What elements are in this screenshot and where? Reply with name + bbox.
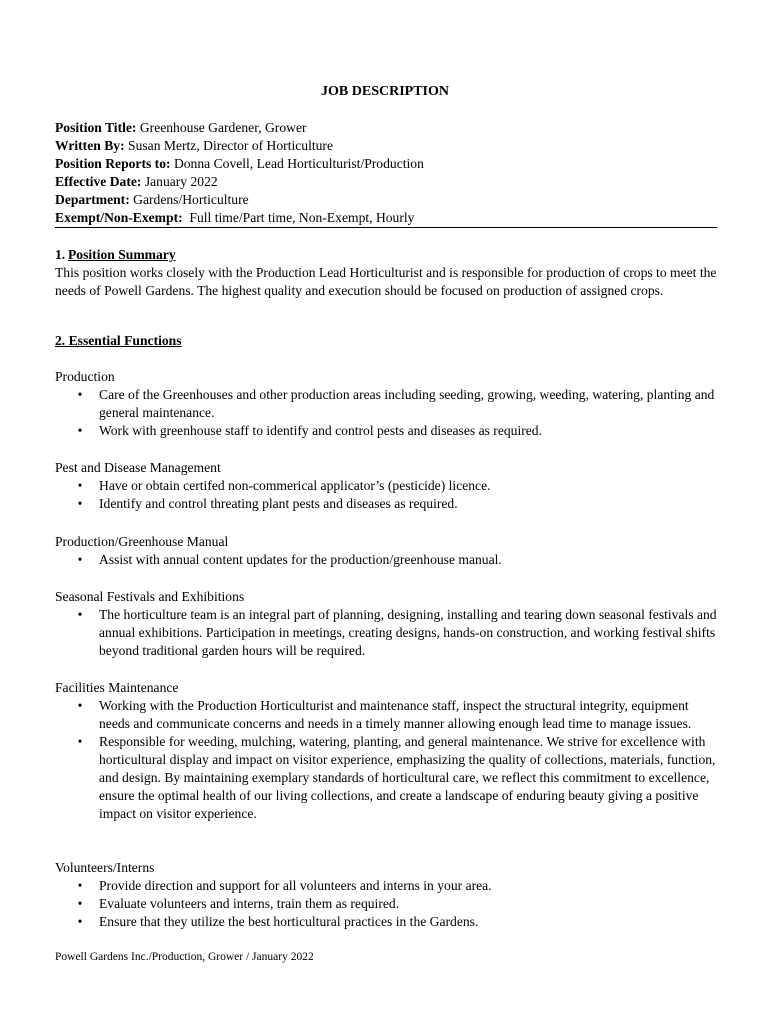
- list-item: [55, 733, 717, 823]
- header-label: Exempt/Non-Exempt:: [55, 210, 183, 225]
- list-item: [55, 877, 717, 895]
- header-row-written-by: [55, 137, 717, 155]
- bullet-icon: •: [77, 878, 83, 893]
- bullet-icon: •: [77, 914, 83, 929]
- header-row-position-title: [55, 119, 717, 137]
- list-item: [55, 422, 717, 440]
- header-label: Position Reports to:: [55, 156, 171, 171]
- bullet-icon: •: [77, 478, 83, 493]
- list-item-text: Have or obtain certifed non-commerical applicator’s (pesticide) licence.: [99, 478, 491, 493]
- header-value: Donna Covell, Lead Horticulturist/Production: [170, 156, 424, 171]
- bullet-icon: •: [77, 423, 83, 438]
- group-label: Pest and Disease Management: [55, 460, 221, 475]
- header-label: Department:: [55, 192, 130, 207]
- list-item: [55, 895, 717, 913]
- list-item: [55, 386, 717, 422]
- list-item-text: Assist with annual content updates for the production/greenhouse manual.: [99, 552, 502, 567]
- header-value: Greenhouse Gardener, Grower: [136, 120, 307, 135]
- position-summary-heading: [55, 246, 717, 264]
- header-label: Written By:: [55, 138, 125, 153]
- header-label: Effective Date:: [55, 174, 142, 189]
- group-label: Facilities Maintenance: [55, 680, 179, 695]
- group-label: Production: [55, 369, 115, 384]
- group-volunteers: [55, 859, 717, 931]
- group-production: [55, 368, 717, 440]
- list-item-text: Provide direction and support for all volunteers and interns in your area.: [99, 878, 492, 893]
- header-value: January 2022: [141, 174, 218, 189]
- essential-functions-heading: [55, 332, 717, 350]
- bullet-list: [55, 606, 717, 660]
- bullet-list: [55, 477, 717, 513]
- bullet-icon: •: [77, 896, 83, 911]
- section-heading: Position Summary: [68, 247, 176, 262]
- bullet-icon: •: [77, 698, 83, 713]
- header-row-department: [55, 191, 717, 209]
- list-item-text: The horticulture team is an integral part of planning, designing, installing and tearing down seasonal festivals and annual exhibitions. Participation in meetings, creating designs, hands-on construction, and working festival shifts beyond traditional garden hours will be required.: [99, 607, 717, 658]
- page-footer: Powell Gardens Inc./Production, Grower / January 2022: [55, 951, 314, 963]
- bullet-icon: •: [77, 607, 83, 622]
- list-item-text: Working with the Production Horticulturist and maintenance staff, inspect the structural integrity, equipment needs and communicate concerns and needs in a timely manner allowing enough lead time to manage issues.: [99, 698, 692, 731]
- group-label: Production/Greenhouse Manual: [55, 534, 229, 549]
- group-greenhouse-manual: [55, 533, 717, 569]
- header-label: Position Title:: [55, 120, 137, 135]
- document-title: JOB DESCRIPTION: [321, 84, 449, 99]
- position-summary-section: [55, 246, 717, 300]
- position-summary-text: This position works closely with the Production Lead Horticulturist and is responsible for production of crops to meet the needs of Powell Gardens. The highest quality and execution should be focused on production of assigned crops.: [55, 265, 717, 298]
- list-item-text: Evaluate volunteers and interns, train them as required.: [99, 896, 400, 911]
- section-number: 1.: [55, 247, 66, 262]
- header-value: Susan Mertz, Director of Horticulture: [124, 138, 333, 153]
- section-heading: 2. Essential Functions: [55, 333, 182, 348]
- list-item-text: Work with greenhouse staff to identify and control pests and diseases as required.: [99, 423, 542, 438]
- bullet-icon: •: [77, 734, 83, 749]
- list-item-text: Ensure that they utilize the best horticultural practices in the Gardens.: [99, 914, 479, 929]
- header-row-effective-date: [55, 173, 717, 191]
- list-item: [55, 551, 717, 569]
- bullet-list: [55, 877, 717, 931]
- header-row-exempt: [55, 209, 717, 227]
- bullet-list: [55, 386, 717, 440]
- bullet-list: [55, 551, 717, 569]
- group-label: Seasonal Festivals and Exhibitions: [55, 589, 245, 604]
- list-item: [55, 606, 717, 660]
- group-facilities: [55, 679, 717, 823]
- bullet-list: [55, 697, 717, 823]
- list-item-text: Care of the Greenhouses and other production areas including seeding, growing, weeding, watering, planting and general maintenance.: [99, 387, 715, 420]
- group-pest-disease: [55, 459, 717, 513]
- list-item: [55, 913, 717, 931]
- bullet-icon: •: [77, 387, 83, 402]
- group-label: Volunteers/Interns: [55, 860, 155, 875]
- list-item: [55, 495, 717, 513]
- bullet-icon: •: [77, 496, 83, 511]
- list-item-text: Responsible for weeding, mulching, watering, planting, and general maintenance. We strive for excellence with horticultural display and impact on visitor experience, emphasizing the quality of collections, materials, function, and design. By maintaining exemplary standards of horticultural care, we reflect this commitment to excellence, ensure the optimal health of our living collections, and create a landscape of enduring beauty giving a positive impact on visitor experience.: [99, 734, 716, 821]
- list-item-text: Identify and control threating plant pests and diseases as required.: [99, 496, 458, 511]
- list-item: [55, 697, 717, 733]
- bullet-icon: •: [77, 552, 83, 567]
- header-row-reports-to: [55, 155, 717, 173]
- header-value: Gardens/Horticulture: [129, 192, 249, 207]
- header-value: Full time/Part time, Non-Exempt, Hourly: [182, 210, 415, 225]
- group-festivals: [55, 588, 717, 660]
- header-block: [55, 119, 717, 228]
- list-item: [55, 477, 717, 495]
